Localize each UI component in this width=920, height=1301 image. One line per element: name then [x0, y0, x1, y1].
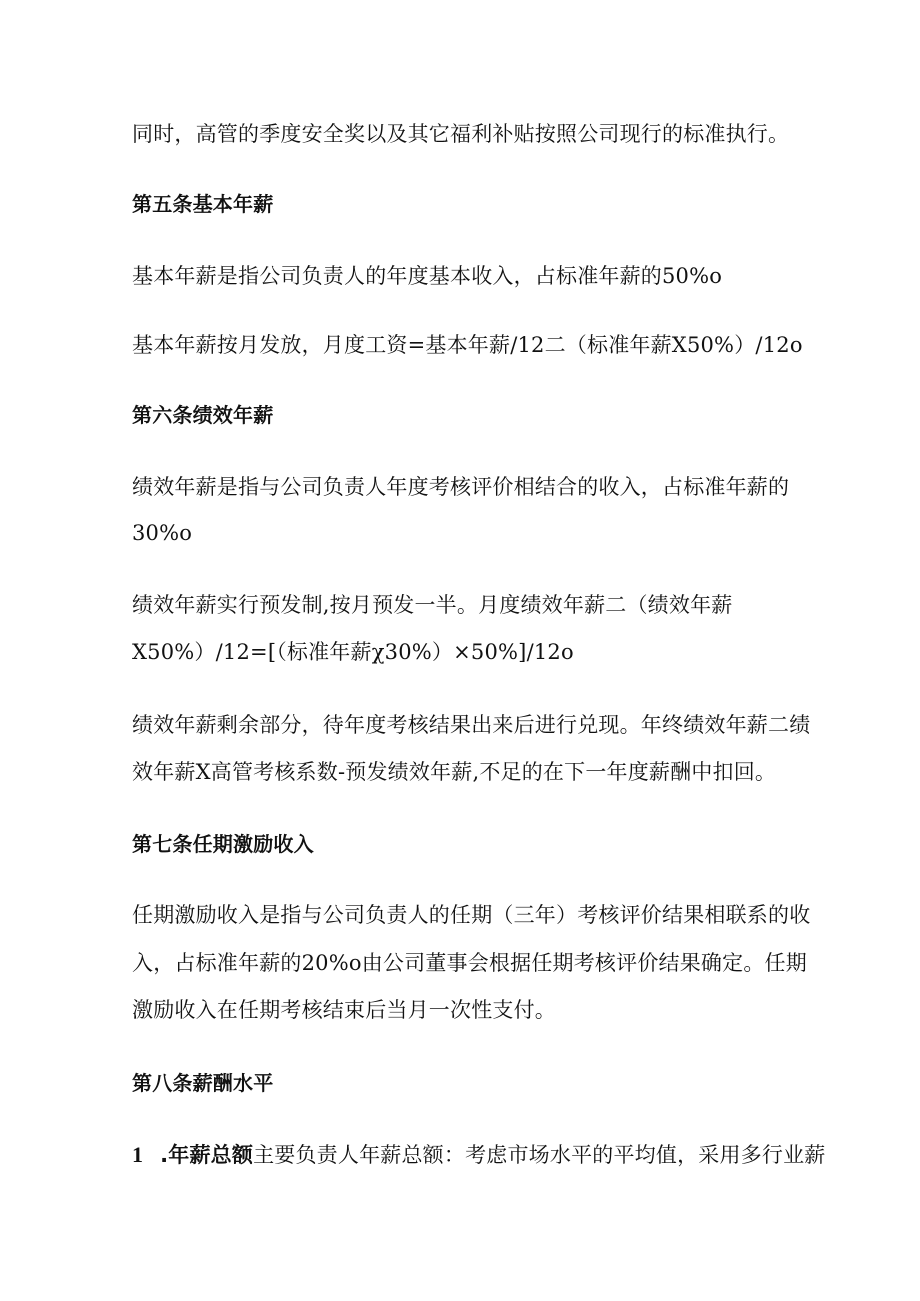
paragraph-performance-remaining-2: 效年薪X高管考核系数-预发绩效年薪,不足的在下一年度薪酬中扣回。 [132, 760, 777, 784]
paragraph-performance-prepay-2: X50%）/12=[（标准年薪χ30%）×50%]/12o [132, 640, 574, 664]
heading-article-5: 第五条基本年薪 [132, 192, 274, 216]
paragraph-performance-definition-2: 30%o [132, 521, 193, 545]
paragraph-base-salary-monthly: 基本年薪按月发放，月度工资=基本年薪/12二（标准年薪X50%）/12o [132, 333, 803, 357]
list-number: 1 [132, 1142, 144, 1167]
heading-article-6: 第六条绩效年薪 [132, 403, 274, 427]
paragraph-performance-remaining-1: 绩效年薪剩余部分，待年度考核结果出来后进行兑现。年终绩效年薪二绩 [132, 713, 811, 737]
paragraph-performance-definition-1: 绩效年薪是指与公司负责人年度考核评价相结合的收入，占标准年薪的 [132, 475, 790, 499]
paragraph-welfare: 同时，高管的季度安全奖以及其它福利补贴按照公司现行的标准执行。 [132, 122, 790, 146]
paragraph-tenure-incentive-2: 入，占标准年薪的20%o由公司董事会根据任期考核评价结果确定。任期 [132, 951, 807, 975]
heading-article-7: 第七条任期激励收入 [132, 832, 314, 856]
paragraph-performance-prepay-1: 绩效年薪实行预发制,按月预发一半。月度绩效年薪二（绩效年薪 [132, 593, 733, 617]
list-term: .年薪总额 [160, 1143, 254, 1167]
paragraph-base-salary-definition: 基本年薪是指公司负责人的年度基本收入，占标准年薪的50%o [132, 264, 723, 288]
heading-article-8: 第八条薪酬水平 [132, 1071, 274, 1095]
paragraph-tenure-incentive-3: 激励收入在任期考核结束后当月一次性支付。 [132, 998, 556, 1022]
list-text: 主要负责人年薪总额：考虑市场水平的平均值，采用多行业薪 [253, 1143, 826, 1167]
paragraph-annual-total [132, 1140, 825, 1170]
paragraph-tenure-incentive-1: 任期激励收入是指与公司负责人的任期（三年）考核评价结果相联系的收 [132, 903, 811, 927]
